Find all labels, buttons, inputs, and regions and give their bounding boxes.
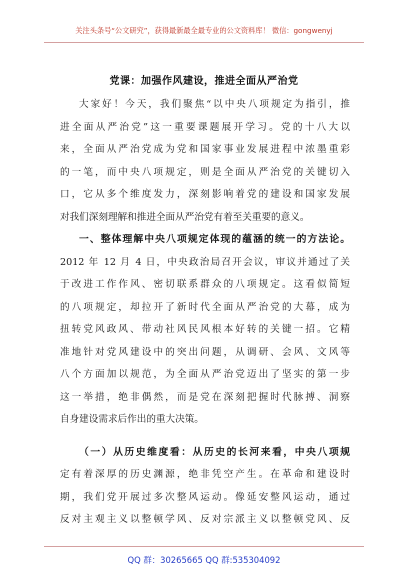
paragraph-line: 来，全面从严治党成为党和国家事业发展进程中浓墨重彩 (60, 144, 350, 155)
paragraph-line: 反对主观主义以整顿学风、反对宗派主义以整顿党风、反 (60, 514, 350, 525)
paragraph-line: 对我们深刻理解和推进全面从严治党有着至关重要的意义。 (60, 211, 310, 223)
paragraph-line: 自身建设需求后作出的重大决策。 (60, 414, 204, 425)
paragraph-line: 扭转党风政风、带动社风民风根本好转的关键一招。它精 (60, 324, 350, 335)
paragraph-line: 2012 年 12 月 4 日，中央政治局召开会议，审议并通过了关 (60, 256, 350, 268)
header-banner: 关注头条号“公文研究”，获得最新最全最专业的公文资料库！ 微信：gongwenyj (75, 26, 333, 35)
paragraph-line: 的八项规定，却拉开了新时代全面从严治党的大幕，成为 (60, 301, 350, 313)
document-title: 党课：加强作风建设，推进全面从严治党 (109, 76, 299, 87)
paragraph-line: 八个方面加以规范，为全面从严治党迈出了坚实的第一步 (60, 369, 350, 380)
paragraph-line: 定有着深厚的历史渊源，绝非凭空产生。在革命和建设时 (60, 469, 350, 480)
paragraph-line: 大家好！今天，我们聚焦“以中央八项规定为指引，推 (79, 99, 350, 110)
paragraph-line: 的一笔，而中央八项规定，则是全面从严治党的关键切入 (60, 166, 350, 178)
footer-divider (44, 546, 364, 547)
paragraph-line: 这一举措，绝非偶然，而是党在深刻把握时代脉搏、洞察 (60, 391, 350, 403)
paragraph-line: 准地针对党风建设中的突出问题，从调研、会风、文风等 (60, 346, 350, 358)
paragraph-line: 期，我们党开展过多次整风运动。像延安整风运动，通过 (60, 491, 350, 503)
paragraph-line: 于改进工作作风、密切联系群众的八项规定。这看似简短 (60, 279, 350, 290)
section-heading: 一、整体理解中央八项规定体现的蕴涵的统一的方法论。 (79, 234, 350, 245)
footer-contact: QQ 群：30265665 QQ 群:535304092 (127, 555, 281, 565)
subsection-heading: （一）从历史维度看：从历史的长河来看，中央八项规 (79, 446, 350, 458)
paragraph-line: 进全面从严治党”这一重要课题展开学习。党的十八大以 (60, 121, 350, 133)
document-body (60, 94, 350, 532)
header-divider (44, 42, 364, 43)
paragraph-line: 口，它从多个维度发力，深刻影响着党的建设和国家发展 (60, 189, 350, 200)
